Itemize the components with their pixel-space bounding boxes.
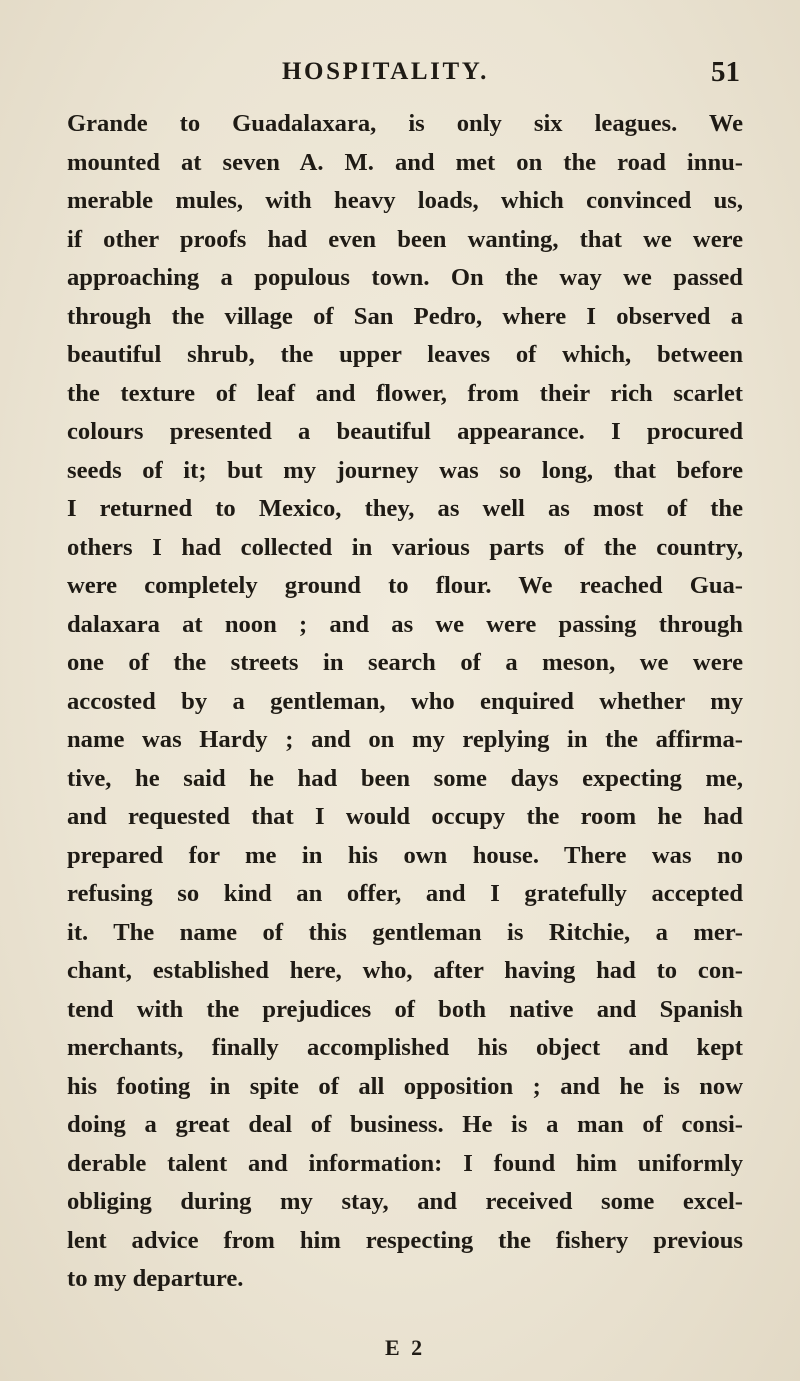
text-line: if other proofs had even been wanting, that we were — [67, 225, 743, 253]
text-line: one of the streets in search of a meson, we were — [67, 649, 743, 676]
text-line: dalaxara at noon ; and as we were passing through — [67, 610, 743, 638]
text-line: were completely ground to flour. We reached Gua- — [67, 572, 743, 599]
text-line: seeds of it; but my journey was so long, that before — [67, 456, 743, 484]
text-line: name was Hardy ; and on my replying in the affirma- — [67, 726, 743, 753]
text-line: doing a great deal of business. He is a man of consi- — [67, 1111, 743, 1138]
running-title: HOSPITALITY. — [282, 58, 489, 85]
text-line: I returned to Mexico, they, as well as most of the — [67, 495, 743, 522]
text-line: lent advice from him respecting the fishery previous — [67, 1226, 743, 1254]
text-line: and requested that I would occupy the room he had — [67, 803, 743, 830]
text-line: others I had collected in various parts of the country, — [67, 533, 743, 561]
text-line: Grande to Guadalaxara, is only six leagues. We — [67, 110, 743, 137]
body-text — [67, 105, 743, 1299]
text-line: the texture of leaf and flower, from their rich scarlet — [67, 379, 743, 407]
text-line: merable mules, with heavy loads, which convinced us, — [67, 187, 743, 214]
text-line: accosted by a gentleman, who enquired whether my — [67, 687, 743, 715]
signature-mark: E 2 — [385, 1335, 426, 1360]
text-line: merchants, finally accomplished his object and kept — [67, 1034, 743, 1061]
text-line: obliging during my stay, and received some excel- — [67, 1188, 743, 1215]
text-line: refusing so kind an offer, and I gratefully accepted — [67, 880, 743, 907]
text-line: through the village of San Pedro, where I observed a — [67, 302, 743, 330]
text-line: tend with the prejudices of both native and Spanish — [67, 995, 743, 1023]
text-line: approaching a populous town. On the way we passed — [67, 264, 743, 291]
text-line: mounted at seven A. M. and met on the road innu- — [67, 148, 743, 176]
text-line: derable talent and information: I found him uniformly — [67, 1149, 743, 1177]
text-line: colours presented a beautiful appearance. I procured — [67, 418, 743, 445]
text-line: it. The name of this gentleman is Ritchie, a mer- — [67, 918, 743, 946]
text-line: prepared for me in his own house. There was no — [67, 841, 743, 869]
text-line: his footing in spite of all opposition ; and he is now — [67, 1072, 743, 1100]
text-line: chant, established here, who, after having had to con- — [67, 957, 743, 984]
page-number: 51 — [711, 56, 740, 88]
text-line: to my departure. — [67, 1265, 244, 1292]
text-line: tive, he said he had been some days expecting me, — [67, 764, 743, 792]
running-head — [60, 58, 740, 98]
text-line: beautiful shrub, the upper leaves of which, between — [67, 341, 743, 368]
